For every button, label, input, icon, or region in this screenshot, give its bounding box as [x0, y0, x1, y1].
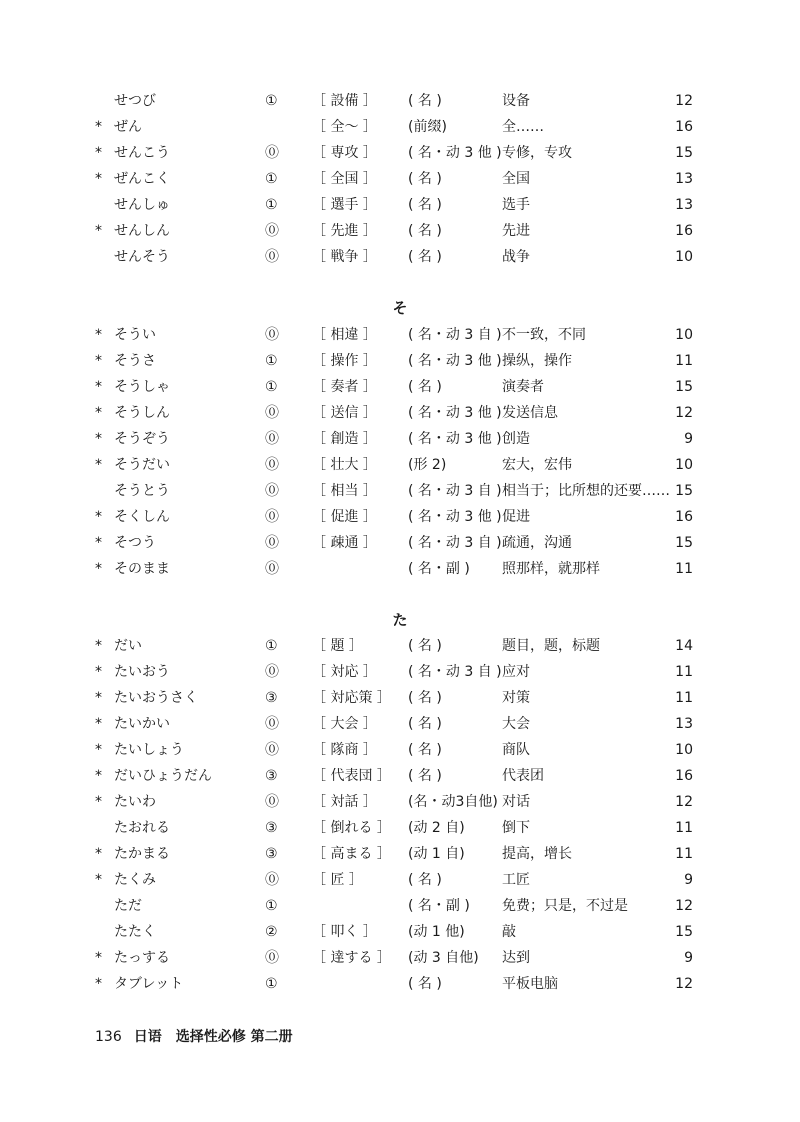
kanji-form: ［ 選手 ］ — [312, 197, 377, 213]
reading: そのまま — [114, 561, 170, 577]
vocab-row — [0, 192, 800, 218]
vocab-row — [0, 789, 800, 815]
accent-mark: ② — [265, 924, 278, 940]
kanji-form: ［ 奏者 ］ — [312, 379, 377, 395]
kanji-form: ［ 先進 ］ — [312, 223, 377, 239]
accent-mark: ⓪ — [265, 535, 279, 551]
lesson-number: 12 — [675, 794, 693, 810]
kanji-form: ［ 達する ］ — [312, 950, 391, 966]
meaning: 照那样，就那样 — [502, 561, 600, 577]
part-of-speech: ( 名 ) — [408, 223, 442, 239]
part-of-speech: ( 名・动 3 自 ) — [408, 535, 502, 551]
kanji-form: ［ 大会 ］ — [312, 716, 377, 732]
lesson-number: 9 — [684, 872, 693, 888]
reading: そうとう — [114, 483, 170, 499]
part-of-speech: ( 名・动 3 自 ) — [408, 483, 502, 499]
vocab-row — [0, 556, 800, 582]
accent-mark: ⓪ — [265, 664, 279, 680]
lesson-number: 16 — [675, 509, 693, 525]
vocab-row — [0, 945, 800, 971]
lesson-number: 16 — [675, 768, 693, 784]
vocab-row — [0, 114, 800, 140]
reading: せんこう — [114, 145, 170, 161]
vocab-row — [0, 919, 800, 945]
reading: だいひょうだん — [114, 768, 212, 784]
part-of-speech: ( 名 ) — [408, 716, 442, 732]
reading: たいかい — [114, 716, 170, 732]
lesson-number: 11 — [675, 353, 693, 369]
kanji-form: ［ 全国 ］ — [312, 171, 377, 187]
reading: そうだい — [114, 457, 170, 473]
reading: たおれる — [114, 820, 170, 836]
vocab-row — [0, 841, 800, 867]
meaning: 应对 — [502, 664, 530, 680]
vocab-row — [0, 504, 800, 530]
accent-mark: ③ — [265, 768, 278, 784]
vocab-row — [0, 244, 800, 270]
accent-mark: ⓪ — [265, 483, 279, 499]
reading: タブレット — [114, 976, 184, 992]
reading: そうしゃ — [114, 379, 170, 395]
lesson-number: 13 — [675, 171, 693, 187]
meaning: 全国 — [502, 171, 530, 187]
book-title: 日语 选择性必修 第二册 — [133, 1029, 293, 1045]
new-word-marker: * — [95, 846, 102, 862]
accent-mark: ③ — [265, 846, 278, 862]
vocab-row — [0, 659, 800, 685]
accent-mark: ⓪ — [265, 249, 279, 265]
vocab-row — [0, 737, 800, 763]
new-word-marker: * — [95, 664, 102, 680]
accent-mark: ① — [265, 93, 278, 109]
reading: そうさ — [114, 353, 156, 369]
part-of-speech: ( 名・动 3 自 ) — [408, 664, 502, 680]
accent-mark: ⓪ — [265, 561, 279, 577]
vocab-row — [0, 867, 800, 893]
meaning: 代表团 — [502, 768, 544, 784]
page-footer — [95, 1027, 293, 1047]
new-word-marker: * — [95, 561, 102, 577]
kanji-form: ［ 相当 ］ — [312, 483, 377, 499]
lesson-number: 16 — [675, 223, 693, 239]
kanji-form: ［ 壮大 ］ — [312, 457, 377, 473]
part-of-speech: ( 名・动 3 自 ) — [408, 327, 502, 343]
accent-mark: ⓪ — [265, 950, 279, 966]
kanji-form: ［ 対話 ］ — [312, 794, 377, 810]
lesson-number: 15 — [675, 145, 693, 161]
meaning: 发送信息 — [502, 405, 558, 421]
meaning: 免费；只是，不过是 — [502, 898, 628, 914]
part-of-speech: ( 名 ) — [408, 197, 442, 213]
part-of-speech: ( 名・动 3 他 ) — [408, 353, 502, 369]
accent-mark: ⓪ — [265, 327, 279, 343]
kanji-form: ［ 対応 ］ — [312, 664, 377, 680]
accent-mark: ⓪ — [265, 794, 279, 810]
reading: たいしょう — [114, 742, 184, 758]
kanji-form: ［ 送信 ］ — [312, 405, 377, 421]
lesson-number: 10 — [675, 457, 693, 473]
accent-mark: ③ — [265, 820, 278, 836]
part-of-speech: ( 名 ) — [408, 93, 442, 109]
reading: たいおうさく — [114, 690, 198, 706]
accent-mark: ⓪ — [265, 716, 279, 732]
new-word-marker: * — [95, 976, 102, 992]
vocab-row — [0, 711, 800, 737]
new-word-marker: * — [95, 638, 102, 654]
kanji-form: ［ 隊商 ］ — [312, 742, 377, 758]
accent-mark: ① — [265, 379, 278, 395]
new-word-marker: * — [95, 379, 102, 395]
vocab-row — [0, 400, 800, 426]
vocab-row — [0, 893, 800, 919]
vocab-row — [0, 763, 800, 789]
lesson-number: 14 — [675, 638, 693, 654]
meaning: 提高，增长 — [502, 846, 572, 862]
vocab-row — [0, 348, 800, 374]
meaning: 倒下 — [502, 820, 530, 836]
meaning: 先进 — [502, 223, 530, 239]
vocab-row — [0, 426, 800, 452]
new-word-marker: * — [95, 145, 102, 161]
accent-mark: ① — [265, 197, 278, 213]
reading: たたく — [114, 924, 156, 940]
meaning: 演奏者 — [502, 379, 544, 395]
meaning: 创造 — [502, 431, 530, 447]
kanji-form: ［ 倒れる ］ — [312, 820, 391, 836]
part-of-speech: ( 名 ) — [408, 742, 442, 758]
meaning: 对策 — [502, 690, 530, 706]
meaning: 平板电脑 — [502, 976, 558, 992]
new-word-marker: * — [95, 431, 102, 447]
part-of-speech: ( 名・动 3 他 ) — [408, 431, 502, 447]
reading: そうぞう — [114, 431, 170, 447]
accent-mark: ⓪ — [265, 405, 279, 421]
part-of-speech: ( 名・动 3 他 ) — [408, 145, 502, 161]
accent-mark: ① — [265, 898, 278, 914]
new-word-marker: * — [95, 405, 102, 421]
reading: そうい — [114, 327, 156, 343]
kanji-form: ［ 高まる ］ — [312, 846, 391, 862]
part-of-speech: ( 名・副 ) — [408, 898, 470, 914]
lesson-number: 12 — [675, 898, 693, 914]
meaning: 题目，题，标题 — [502, 638, 600, 654]
part-of-speech: ( 名 ) — [408, 171, 442, 187]
vocab-row — [0, 452, 800, 478]
lesson-number: 11 — [675, 690, 693, 706]
part-of-speech: ( 名 ) — [408, 768, 442, 784]
accent-mark: ⓪ — [265, 145, 279, 161]
part-of-speech: (形 2) — [408, 457, 447, 473]
meaning: 疏通，沟通 — [502, 535, 572, 551]
vocab-row — [0, 166, 800, 192]
reading: ぜんこく — [114, 171, 170, 187]
part-of-speech: (动 1 他) — [408, 924, 465, 940]
section-heading-so: そ — [392, 299, 408, 317]
accent-mark: ⓪ — [265, 223, 279, 239]
accent-mark: ③ — [265, 690, 278, 706]
lesson-number: 11 — [675, 561, 693, 577]
part-of-speech: ( 名 ) — [408, 638, 442, 654]
vocab-row — [0, 322, 800, 348]
accent-mark: ① — [265, 638, 278, 654]
kanji-form: ［ 代表団 ］ — [312, 768, 391, 784]
accent-mark: ⓪ — [265, 742, 279, 758]
lesson-number: 15 — [675, 535, 693, 551]
new-word-marker: * — [95, 119, 102, 135]
kanji-form: ［ 疎通 ］ — [312, 535, 377, 551]
new-word-marker: * — [95, 327, 102, 343]
kanji-form: ［ 相違 ］ — [312, 327, 377, 343]
part-of-speech: ( 名 ) — [408, 976, 442, 992]
part-of-speech: (动 1 自) — [408, 846, 465, 862]
meaning: 战争 — [502, 249, 530, 265]
vocab-row — [0, 815, 800, 841]
kanji-form: ［ 戦争 ］ — [312, 249, 377, 265]
accent-mark: ① — [265, 171, 278, 187]
reading: ぜん — [114, 119, 142, 135]
reading: そつう — [114, 535, 156, 551]
new-word-marker: * — [95, 509, 102, 525]
reading: だい — [114, 638, 142, 654]
accent-mark: ⓪ — [265, 872, 279, 888]
kanji-form: ［ 創造 ］ — [312, 431, 377, 447]
lesson-number: 12 — [675, 405, 693, 421]
lesson-number: 15 — [675, 379, 693, 395]
section-se — [0, 88, 800, 270]
kanji-form: ［ 対応策 ］ — [312, 690, 391, 706]
part-of-speech: ( 名・副 ) — [408, 561, 470, 577]
accent-mark: ⓪ — [265, 457, 279, 473]
meaning: 专修，专攻 — [502, 145, 572, 161]
part-of-speech: ( 名・动 3 他 ) — [408, 405, 502, 421]
reading: せんしゅ — [114, 197, 170, 213]
kanji-form: ［ 設備 ］ — [312, 93, 377, 109]
meaning: 宏大，宏伟 — [502, 457, 572, 473]
reading: たかまる — [114, 846, 170, 862]
reading: たくみ — [114, 872, 156, 888]
meaning: 选手 — [502, 197, 530, 213]
new-word-marker: * — [95, 353, 102, 369]
meaning: 工匠 — [502, 872, 530, 888]
reading: せんしん — [114, 223, 170, 239]
lesson-number: 12 — [675, 93, 693, 109]
reading: そくしん — [114, 509, 170, 525]
meaning: 商队 — [502, 742, 530, 758]
reading: たいおう — [114, 664, 170, 680]
new-word-marker: * — [95, 742, 102, 758]
lesson-number: 11 — [675, 820, 693, 836]
part-of-speech: (名・动3自他) — [408, 794, 498, 810]
vocab-row — [0, 218, 800, 244]
new-word-marker: * — [95, 535, 102, 551]
part-of-speech: ( 名・动 3 他 ) — [408, 509, 502, 525]
lesson-number: 13 — [675, 197, 693, 213]
reading: せんそう — [114, 249, 170, 265]
lesson-number: 9 — [684, 431, 693, 447]
reading: たいわ — [114, 794, 156, 810]
meaning: 全…… — [502, 119, 544, 135]
new-word-marker: * — [95, 690, 102, 706]
accent-mark: ① — [265, 353, 278, 369]
vocab-row — [0, 530, 800, 556]
vocab-row — [0, 685, 800, 711]
meaning: 达到 — [502, 950, 530, 966]
new-word-marker: * — [95, 223, 102, 239]
part-of-speech: ( 名 ) — [408, 379, 442, 395]
vocab-row — [0, 88, 800, 114]
vocab-row — [0, 971, 800, 997]
section-so — [0, 322, 800, 582]
reading: たっする — [114, 950, 170, 966]
lesson-number: 11 — [675, 664, 693, 680]
new-word-marker: * — [95, 950, 102, 966]
lesson-number: 10 — [675, 327, 693, 343]
kanji-form: ［ 匠 ］ — [312, 872, 363, 888]
new-word-marker: * — [95, 457, 102, 473]
lesson-number: 9 — [684, 950, 693, 966]
lesson-number: 16 — [675, 119, 693, 135]
page-number: 136 — [95, 1029, 122, 1045]
section-ta — [0, 633, 800, 997]
new-word-marker: * — [95, 794, 102, 810]
vocab-row — [0, 374, 800, 400]
reading: そうしん — [114, 405, 170, 421]
new-word-marker: * — [95, 872, 102, 888]
kanji-form: ［ 促進 ］ — [312, 509, 377, 525]
part-of-speech: (动 2 自) — [408, 820, 465, 836]
lesson-number: 11 — [675, 846, 693, 862]
lesson-number: 10 — [675, 742, 693, 758]
part-of-speech: ( 名 ) — [408, 872, 442, 888]
reading: ただ — [114, 898, 142, 914]
meaning: 设备 — [502, 93, 530, 109]
new-word-marker: * — [95, 716, 102, 732]
kanji-form: ［ 全～ ］ — [312, 119, 377, 135]
section-heading-ta: た — [392, 611, 408, 629]
accent-mark: ⓪ — [265, 509, 279, 525]
part-of-speech: ( 名 ) — [408, 249, 442, 265]
part-of-speech: (动 3 自他) — [408, 950, 479, 966]
meaning: 相当于；比所想的还要…… — [502, 483, 670, 499]
kanji-form: ［ 専攻 ］ — [312, 145, 377, 161]
lesson-number: 15 — [675, 924, 693, 940]
lesson-number: 15 — [675, 483, 693, 499]
vocab-row — [0, 140, 800, 166]
part-of-speech: (前缀) — [408, 119, 447, 135]
lesson-number: 10 — [675, 249, 693, 265]
new-word-marker: * — [95, 171, 102, 187]
vocab-row — [0, 478, 800, 504]
accent-mark: ⓪ — [265, 431, 279, 447]
lesson-number: 13 — [675, 716, 693, 732]
part-of-speech: ( 名 ) — [408, 690, 442, 706]
lesson-number: 12 — [675, 976, 693, 992]
meaning: 敲 — [502, 924, 516, 940]
meaning: 对话 — [502, 794, 530, 810]
kanji-form: ［ 題 ］ — [312, 638, 363, 654]
vocab-row — [0, 633, 800, 659]
meaning: 操纵，操作 — [502, 353, 572, 369]
meaning: 不一致，不同 — [502, 327, 586, 343]
kanji-form: ［ 叩く ］ — [312, 924, 377, 940]
accent-mark: ① — [265, 976, 278, 992]
kanji-form: ［ 操作 ］ — [312, 353, 377, 369]
reading: せつび — [114, 93, 156, 109]
new-word-marker: * — [95, 768, 102, 784]
meaning: 大会 — [502, 716, 530, 732]
meaning: 促进 — [502, 509, 530, 525]
